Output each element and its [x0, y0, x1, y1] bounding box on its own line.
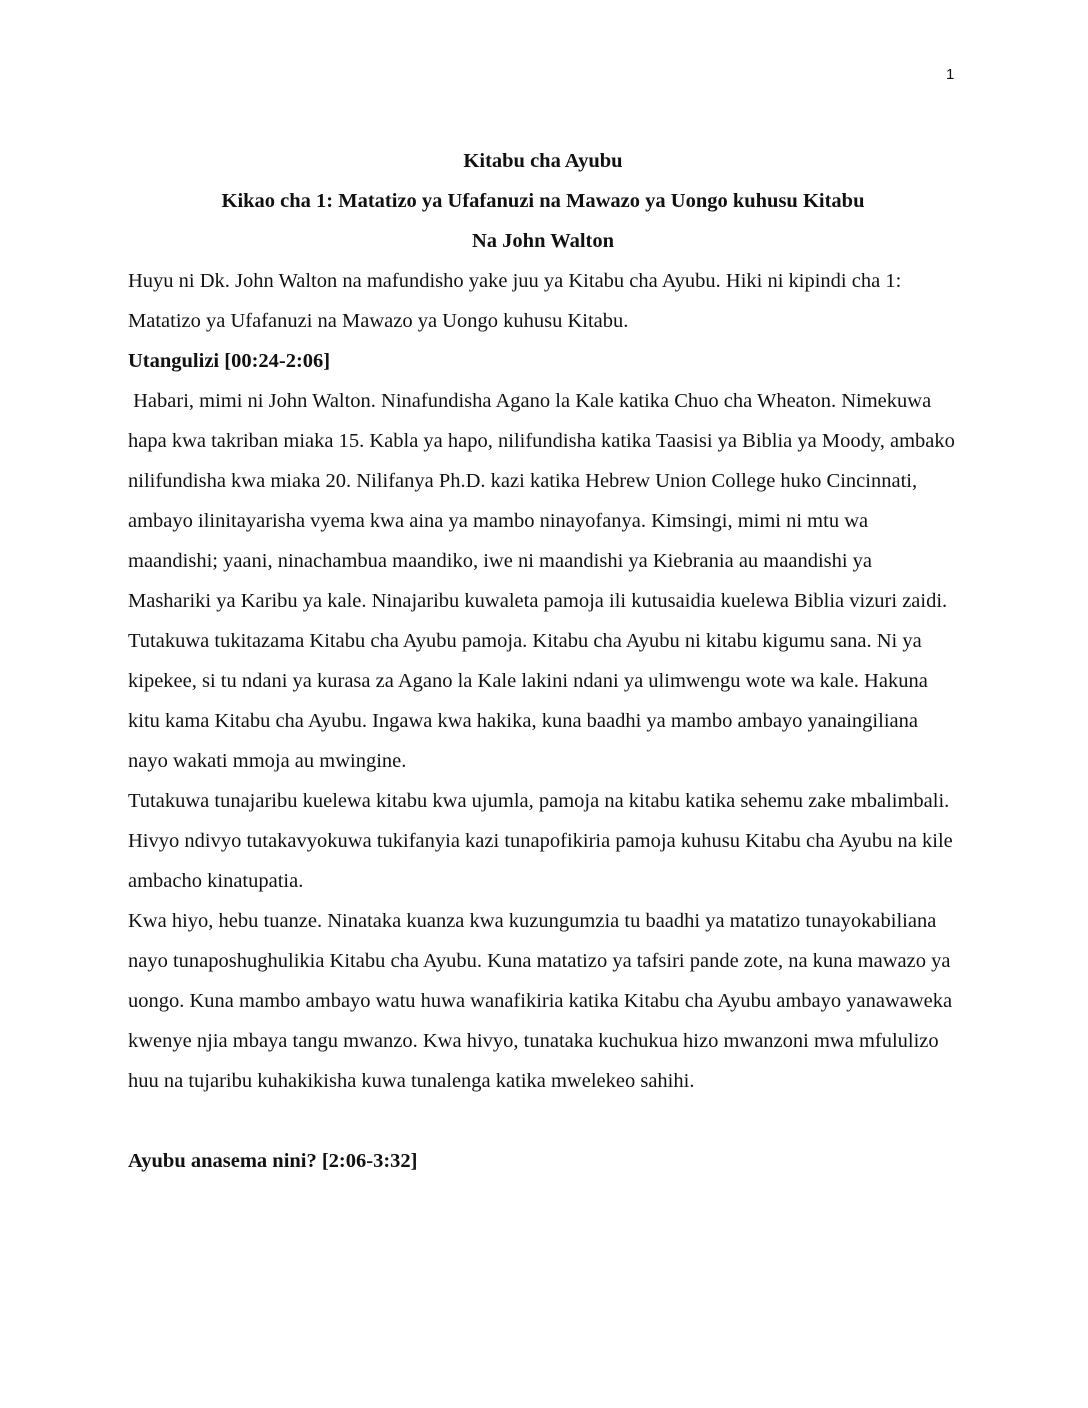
- intro-paragraph: Huyu ni Dk. John Walton na mafundisho yake juu ya Kitabu cha Ayubu. Hiki ni kipindi cha 1: Matatizo ya Ufafanuzi na Mawazo ya Uongo kuhusu Kitabu.: [128, 270, 902, 332]
- section-spacer: [128, 1101, 958, 1141]
- document-title: Kitabu cha Ayubu: [463, 150, 623, 172]
- document-body: [128, 141, 961, 1181]
- body-paragraph-2: Tutakuwa tukitazama Kitabu cha Ayubu pamoja. Kitabu cha Ayubu ni kitabu kigumu sana. Ni ya kipekee, si tu ndani ya kurasa za Agano la Kale lakini ndani ya ulimwengu wote wa kale. Hakuna kitu kama Kitabu cha Ayubu. Ingawa kwa hakika, kuna baadhi ya mambo ambayo yanaingiliana nayo wakati mmoja au mwingine.: [128, 630, 928, 772]
- document-subtitle: Kikao cha 1: Matatizo ya Ufafanuzi na Mawazo ya Uongo kuhusu Kitabu: [221, 190, 865, 212]
- body-paragraph-1: Habari, mimi ni John Walton. Ninafundisha Agano la Kale katika Chuo cha Wheaton. Nimekuwa hapa kwa takriban miaka 15. Kabla ya hapo, nilifundisha katika Taasisi ya Biblia ya Moody, ambako nilifundisha kwa miaka 20. Nilifanya Ph.D. kazi katika Hebrew Union College huko Cincinnati, ambayo ilinitayarisha vyema kwa aina ya mambo ninayofanya. Kimsingi, mimi ni mtu wa maandishi; yaani, ninachambua maandiko, iwe ni maandishi ya Kiebrania au maandishi ya Mashariki ya Karibu ya kale. Ninajaribu kuwaleta pamoja ili kutusaidia kuelewa Biblia vizuri zaidi.: [128, 390, 961, 612]
- section-heading-utangulizi: Utangulizi [00:24-2:06]: [128, 350, 331, 372]
- body-paragraph-4: Kwa hiyo, hebu tuanze. Ninataka kuanza kwa kuzungumzia tu baadhi ya matatizo tunayokabiliana nayo tunaposhughulikia Kitabu cha Ayubu. Kuna matatizo ya tafsiri pande zote, na kuna mawazo ya uongo. Kuna mambo ambayo watu huwa wanafikiria katika Kitabu cha Ayubu ambayo yanawaweka kwenye njia mbaya tangu mwanzo. Kwa hivyo, tunataka kuchukua hizo mwanzoni mwa mfululizo huu na tujaribu kuhakikisha kuwa tunalenga katika mwelekeo sahihi.: [128, 910, 953, 1092]
- page-number: 1: [946, 66, 955, 83]
- section-heading-ayubu-anasema: Ayubu anasema nini? [2:06-3:32]: [128, 1150, 418, 1172]
- document-author: Na John Walton: [471, 230, 615, 252]
- body-paragraph-3: Tutakuwa tunajaribu kuelewa kitabu kwa ujumla, pamoja na kitabu katika sehemu zake mbalimbali. Hivyo ndivyo tutakavyokuwa tukifanyia kazi tunapofikiria pamoja kuhusu Kitabu cha Ayubu na kile ambacho kinatupatia.: [128, 790, 953, 892]
